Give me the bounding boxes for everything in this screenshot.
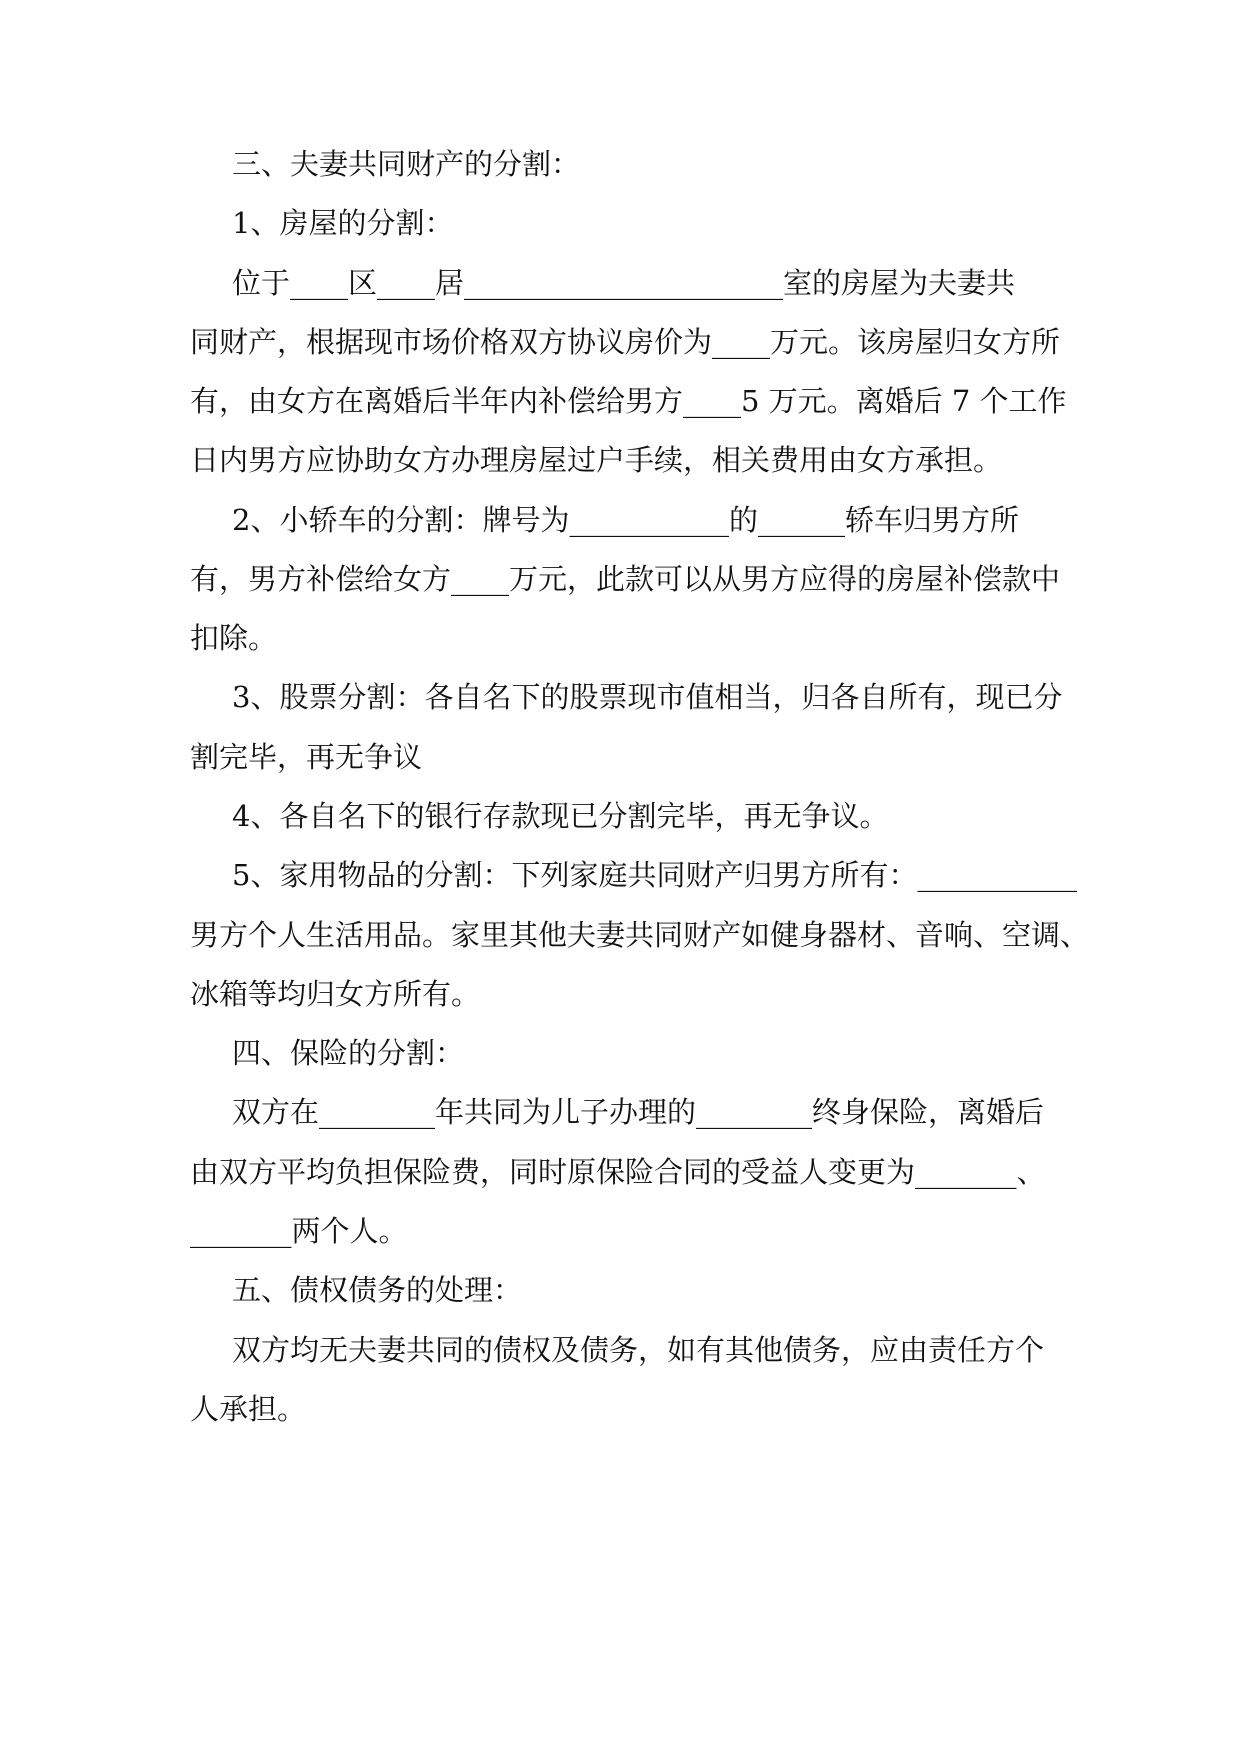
paragraph-line: 双方均无夫妻共同的债权及债务，如有其他债务，应由责任方个 [232,1333,1045,1367]
paragraph-line: 4、各自名下的银行存款现已分割完毕，再无争议。 [232,799,889,833]
subheading-house-division: 1、房屋的分割： [232,206,454,240]
paragraph-line: 人承担。 [190,1392,307,1426]
paragraph-line: 扣除。 [190,621,278,655]
section-heading-debts: 五、债权债务的处理： [232,1273,523,1307]
section-heading-property-division: 三、夫妻共同财产的分割： [232,147,581,181]
paragraph-line: 日内男方应协助女方办理房屋过户手续，相关费用由女方承担。 [190,443,1003,477]
paragraph-line: 5、家用物品的分割：下列家庭共同财产归男方所有：___________ [232,858,1077,892]
paragraph-line: 双方在________年共同为儿子办理的________终身保险，离婚后 [232,1095,1045,1129]
paragraph-line: 位于____区____居______________________室的房屋为夫妻共 [232,266,1016,300]
paragraph-line: 割完毕，再无争议 [190,740,423,774]
paragraph-line: _______两个人。 [190,1214,408,1248]
paragraph-line: 男方个人生活用品。家里其他夫妻共同财产如健身器材、音响、空调、 [190,918,1090,952]
paragraph-line: 有，男方补偿给女方____万元，此款可以从男方应得的房屋补偿款中 [190,562,1061,596]
paragraph-line: 由双方平均负担保险费，同时原保险合同的受益人变更为_______、 [190,1155,1046,1189]
paragraph-line: 同财产，根据现市场价格双方协议房价为____万元。该房屋归女方所 [190,325,1061,359]
paragraph-line: 3、股票分割：各自名下的股票现市值相当，归各自所有，现已分 [232,680,1063,714]
paragraph-line: 冰箱等均归女方所有。 [190,977,481,1011]
paragraph-line: 有，由女方在离婚后半年内补偿给男方____5 万元。离婚后 7 个工作 [190,384,1067,418]
paragraph-line: 2、小轿车的分割：牌号为___________的______轿车归男方所 [232,503,1019,537]
section-heading-insurance-division: 四、保险的分割： [232,1036,465,1070]
